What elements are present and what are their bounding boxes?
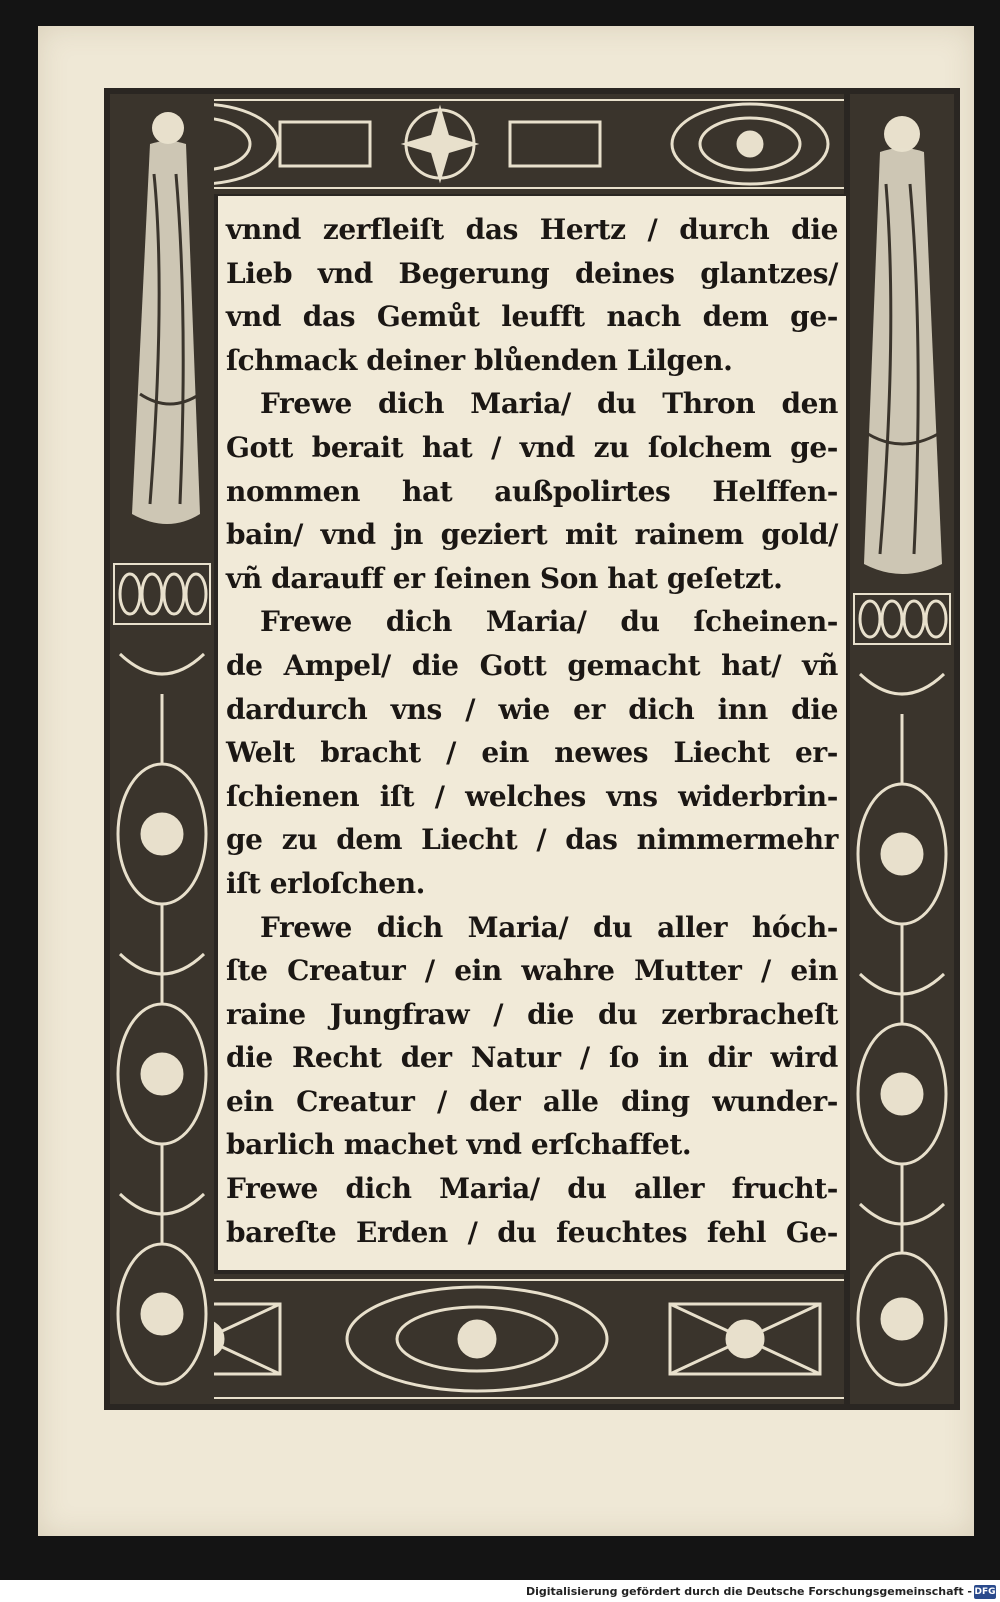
text-line: raine Jungfraw / die du zerbracheſt	[226, 997, 838, 1031]
text-line: vñ darauff er ſeinen Son hat geſetzt.	[226, 561, 783, 595]
bottom-ornament-art	[110, 1274, 844, 1404]
text-line: de Ampel/ die Gott gemacht hat/ vñ	[226, 648, 838, 682]
right-ornament-art	[850, 94, 954, 1404]
body-text	[226, 208, 838, 1254]
text-line: ein Creatur / der alle ding wunder-	[226, 1084, 838, 1118]
text-line: die Recht der Natur / ſo in dir wird	[226, 1041, 838, 1075]
text-line: Gott berait hat / vnd zu ſolchem ge-	[226, 430, 838, 464]
digitization-credit: Digitalisierung gefördert durch die Deutsche Forschungsgemeinschaft -	[525, 1585, 972, 1598]
footer-bar	[0, 1580, 1000, 1602]
text-line: barlich machet vnd erſchaffet.	[226, 1128, 692, 1162]
text-line: bareſte Erden / du feuchtes fehl Ge-	[226, 1215, 838, 1249]
text-line: Lieb vnd Begerung deines glantzes/	[226, 256, 838, 290]
dfg-logo-icon: DFG	[974, 1587, 996, 1597]
text-line: dardurch vns / wie er dich inn die	[226, 692, 838, 726]
text-line: Welt bracht / ein newes Liecht er-	[226, 736, 838, 770]
text-line: nommen hat außpolirtes Helffen-	[226, 474, 838, 508]
text-line: ſchmack deiner blůenden Lilgen.	[226, 343, 733, 377]
left-ornament-column	[110, 94, 214, 1404]
text-line: vnnd zerfleiſt das Hertz / durch die	[226, 213, 838, 246]
text-line: ſchienen iſt / welches vns widerbrin-	[226, 779, 838, 813]
top-ornament-band	[110, 94, 844, 194]
text-line: Frewe dich Maria/ du Thron den	[260, 387, 838, 421]
text-line: vnd das Gemůt leufft nach dem ge-	[226, 300, 838, 334]
right-ornament-column	[850, 94, 954, 1404]
text-line: iſt erloſchen.	[226, 866, 426, 900]
bottom-ornament-band	[110, 1274, 844, 1404]
top-ornament-art	[110, 94, 844, 194]
text-line: Frewe dich Maria/ du aller frucht-	[226, 1172, 838, 1206]
text-line: ſte Creatur / ein wahre Mutter / ein	[226, 954, 838, 988]
text-line: ge zu dem Liecht / das nimmermehr	[226, 823, 838, 857]
text-line: Frewe dich Maria/ du ſcheinen-	[260, 605, 838, 639]
text-line: Frewe dich Maria/ du aller hóch-	[260, 910, 838, 944]
left-ornament-art	[110, 94, 214, 1404]
text-line: bain/ vnd jn geziert mit rainem gold/	[226, 518, 838, 552]
